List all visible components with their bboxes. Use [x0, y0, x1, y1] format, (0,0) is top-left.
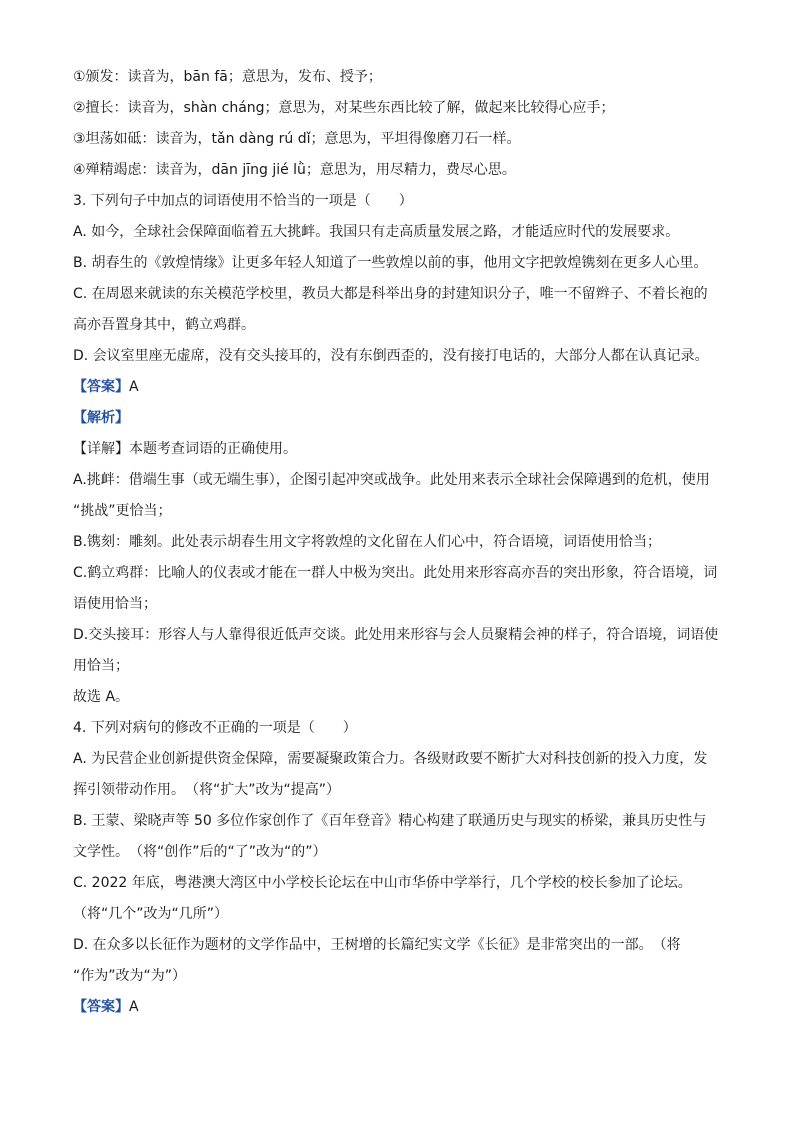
- question-4-answer: [73, 992, 721, 1023]
- answer-value: A: [129, 999, 139, 1015]
- question-3-analysis-heading: [73, 403, 721, 434]
- answer-value: A: [129, 379, 139, 395]
- question-4-option-c: C. 2022 年底，粤港澳大湾区中小学校长论坛在中山市华侨中学举行，几个学校的校长参加了论坛。 （将“几个”改为“几所”）: [73, 875, 692, 922]
- question-3-explanation-a: A.挑衅：借端生事（或无端生事），企图引起冲突或战争。此处用来表示全球社会保障遇到的危机，使用 “挑战”更恰当；: [73, 472, 710, 519]
- question-4-stem: 4. 下列对病句的修改不正确的一项是（ ）: [73, 720, 357, 736]
- question-3-answer: [73, 372, 721, 403]
- question-3-detail: [73, 434, 721, 465]
- detail-intro: 本题考查词语的正确使用。: [129, 441, 297, 457]
- question-4-option-b: B. 王蒙、梁晓声等 50 多位作家创作了《百年登音》精心构建了联通历史与现实的桥梁，兼具历史性与 文学性。 （将“创作”后的“了”改为“的”）: [73, 813, 707, 860]
- question-3-stem: 3. 下列句子中加点的词语使用不恰当的一项是（ ）: [73, 193, 413, 209]
- definition-1: ①颁发：读音为，bān fā；意思为，发布、授予；: [73, 69, 382, 85]
- answer-tag: 【答案】: [73, 999, 129, 1015]
- question-3-option-b: B. 胡春生的《敦煌情缘》让更多年轻人知道了一些敦煌以前的事，他用文字把敦煌镌刻在更多人心里。: [73, 255, 708, 271]
- question-3-option-c: C. 在周恩来就读的东关模范学校里，教员大都是科举出身的封建知识分子，唯一不留辫子、不着长袍的 高亦吾置身其中，鹤立鸡群。: [73, 286, 708, 333]
- question-4-option-a: A. 为民营企业创新提供资金保障，需要凝聚政策合力。各级财政要不断扩大对科技创新的投入力度，发 挥引领带动作用。 （将“扩大”改为“提高”）: [73, 751, 708, 798]
- analysis-tag: 【解析】: [73, 410, 129, 426]
- answer-tag: 【答案】: [73, 379, 129, 395]
- question-3-explanation-d: D.交头接耳：形容人与人靠得很近低声交谈。此处用来形容与会人员聚精会神的样子，符合语境，词语使 用恰当；: [73, 627, 719, 674]
- question-3-conclusion: 故选 A。: [73, 689, 130, 705]
- definition-3: ③坦荡如砥：读音为，tǎn dàng rú dǐ；意思为，平坦得像磨刀石一样。: [73, 131, 521, 147]
- question-3-explanation-b: B.镌刻：雕刻。此处表示胡春生用文字将敦煌的文化留在人们心中，符合语境，词语使用恰当；: [73, 534, 662, 550]
- question-4-option-d: D. 在众多以长征作为题材的文学作品中，王树增的长篇纪实文学《长征》是非常突出的一部。 （将 “作为”改为“为”）: [73, 937, 681, 984]
- question-3-option-a: A. 如今，全球社会保障面临着五大挑衅。我国只有走高质量发展之路，才能适应时代的发展要求。: [73, 224, 680, 240]
- question-3-explanation-c: C.鹤立鸡群：比喻人的仪表或才能在一群人中极为突出。此处用来形容高亦吾的突出形象，符合语境，词 语使用恰当；: [73, 565, 718, 612]
- question-3-option-d: D. 会议室里座无虚席，没有交头接耳的，没有东倒西歪的，没有接打电话的，大部分人都在认真记录。: [73, 348, 709, 364]
- definition-2: ②擅长：读音为，shàn cháng；意思为，对某些东西比较了解，做起来比较得心应手；: [73, 100, 615, 116]
- detail-tag: 【详解】: [73, 441, 129, 457]
- definition-4: ④殚精竭虑：读音为，dān jīng jié lǜ；意思为，用尽精力，费尽心思。: [73, 162, 516, 178]
